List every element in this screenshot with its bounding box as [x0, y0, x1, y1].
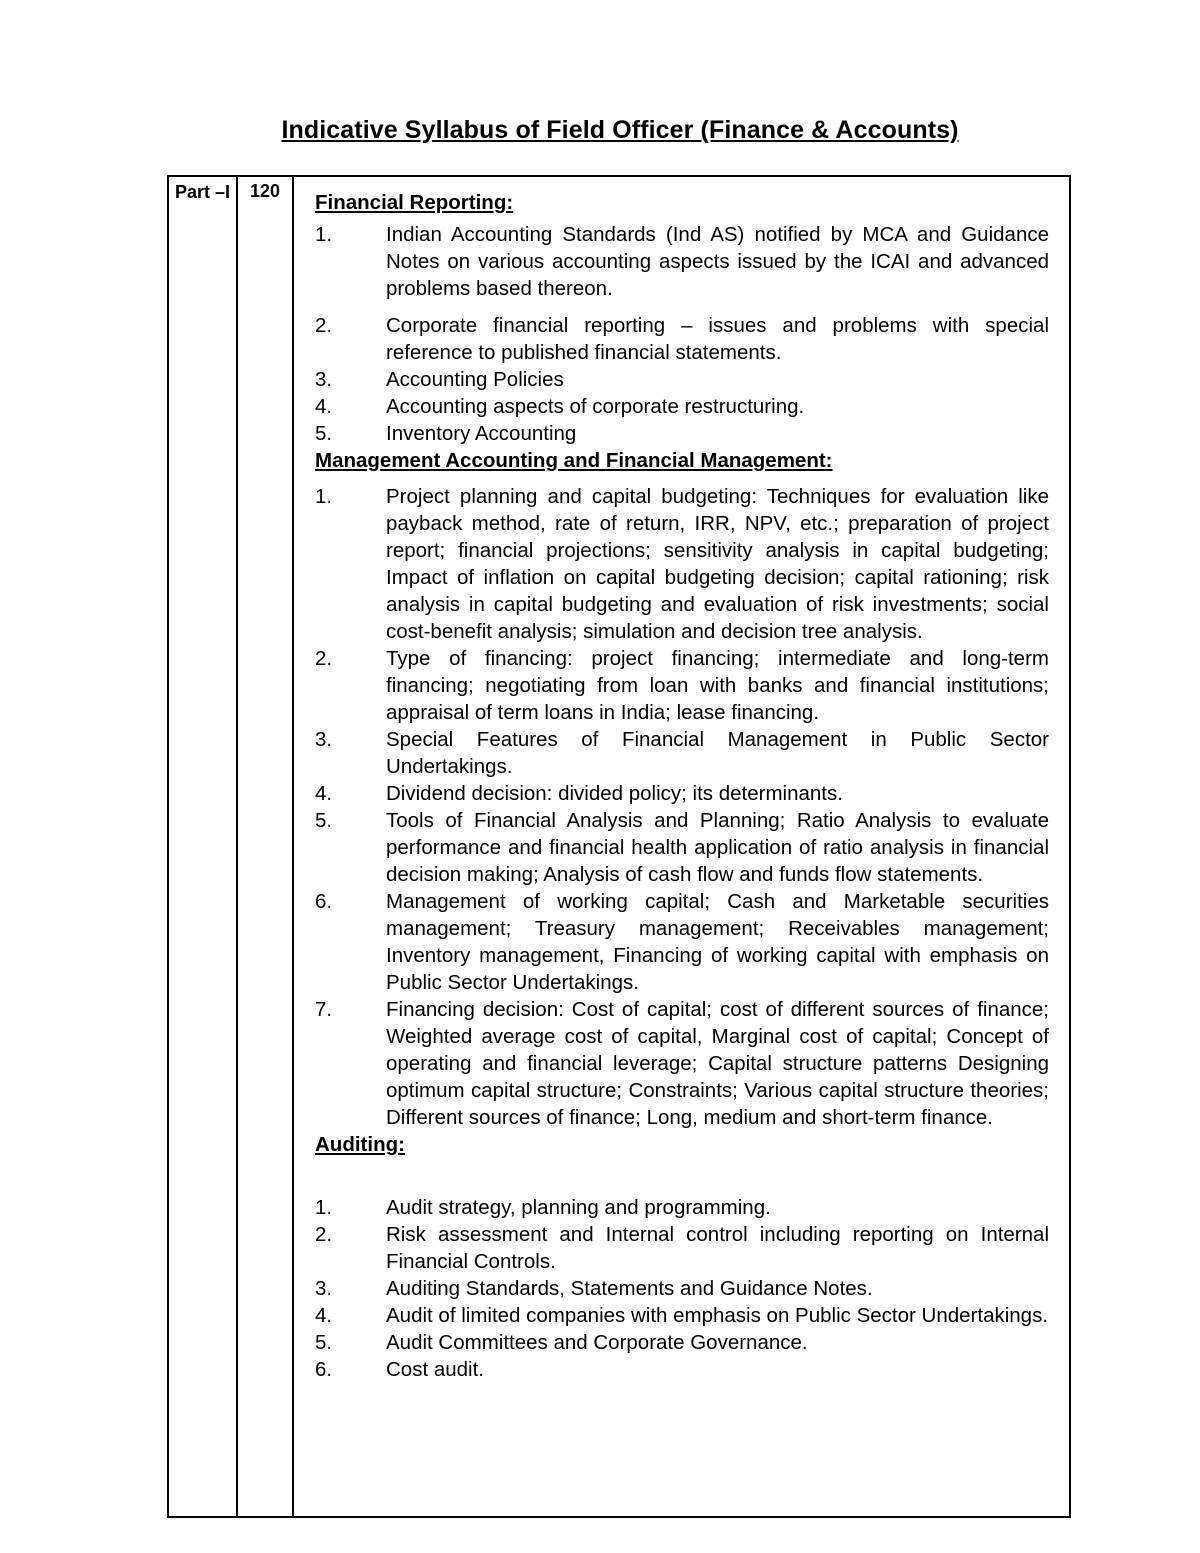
- list-item: 5. Tools of Financial Analysis and Planning; Ratio Analysis to evaluate performance and financial health application of ratio analysis in financial decision making; Analysis of cash flow and funds flow statements.: [315, 809, 1049, 886]
- list-item: 5. Audit Committees and Corporate Governance.: [315, 1331, 808, 1354]
- syllabus-table: [167, 175, 1071, 1518]
- section-heading: Financial Reporting:: [315, 191, 514, 214]
- list-item: 6. Cost audit.: [315, 1358, 484, 1381]
- list-item: 5. Inventory Accounting: [315, 422, 577, 445]
- topic-list: [315, 1194, 1049, 1383]
- list-item: 7. Financing decision: Cost of capital; cost of different sources of finance; Weighted average cost of capital, Marginal cost of capital; Concept of operating and financial leverage; Capital structure patterns Designing optimum capital structure; Constraints; Various capital structure theories; Different sources of finance; Long, medium and short-term finance.: [315, 998, 1049, 1129]
- column-divider: [236, 177, 238, 1516]
- topic-list: [315, 483, 1049, 1131]
- list-item: 2. Risk assessment and Internal control including reporting on Internal Financial Controls.: [315, 1223, 1049, 1273]
- topic-list: [315, 221, 1049, 447]
- list-item: 3. Auditing Standards, Statements and Guidance Notes.: [315, 1277, 873, 1300]
- list-item: 4. Accounting aspects of corporate restructuring.: [315, 395, 805, 418]
- document-title: Indicative Syllabus of Field Officer (Finance & Accounts): [281, 116, 959, 144]
- part-label: Part –I: [174, 182, 231, 202]
- list-item: 1. Indian Accounting Standards (Ind AS) notified by MCA and Guidance Notes on various accounting aspects issued by the ICAI and advanced problems based thereon.: [315, 223, 1049, 300]
- list-item: 1. Audit strategy, planning and programming.: [315, 1196, 771, 1219]
- list-item: 3. Accounting Policies: [315, 368, 564, 391]
- section-heading: Management Accounting and Financial Management:: [315, 449, 833, 472]
- syllabus-content: [315, 189, 1049, 1383]
- column-divider: [292, 177, 294, 1516]
- list-item: 4. Dividend decision: divided policy; its determinants.: [315, 782, 843, 805]
- marks-value: 120: [249, 181, 281, 201]
- list-item: 6. Management of working capital; Cash and Marketable securities management; Treasury management; Receivables management; Inventory management, Financing of working capital with emphasis on Public Sector Undertakings.: [315, 890, 1049, 994]
- list-item: 2. Corporate financial reporting – issues and problems with special reference to published financial statements.: [315, 314, 1049, 364]
- list-item: 4. Audit of limited companies with emphasis on Public Sector Undertakings.: [315, 1304, 1049, 1327]
- list-item: 2. Type of financing: project financing; intermediate and long-term financing; negotiating from loan with banks and financial institutions; appraisal of term loans in India; lease financing.: [315, 647, 1049, 724]
- section-heading: Auditing:: [315, 1133, 405, 1156]
- list-item: 3. Special Features of Financial Management in Public Sector Undertakings.: [315, 728, 1049, 778]
- list-item: 1. Project planning and capital budgeting: Techniques for evaluation like payback method, rate of return, IRR, NPV, etc.; preparation of project report; financial projections; sensitivity analysis in capital budgeting; Impact of inflation on capital budgeting decision; capital rationing; risk analysis in capital budgeting and evaluation of risk investments; social cost-benefit analysis; simulation and decision tree analysis.: [315, 485, 1049, 643]
